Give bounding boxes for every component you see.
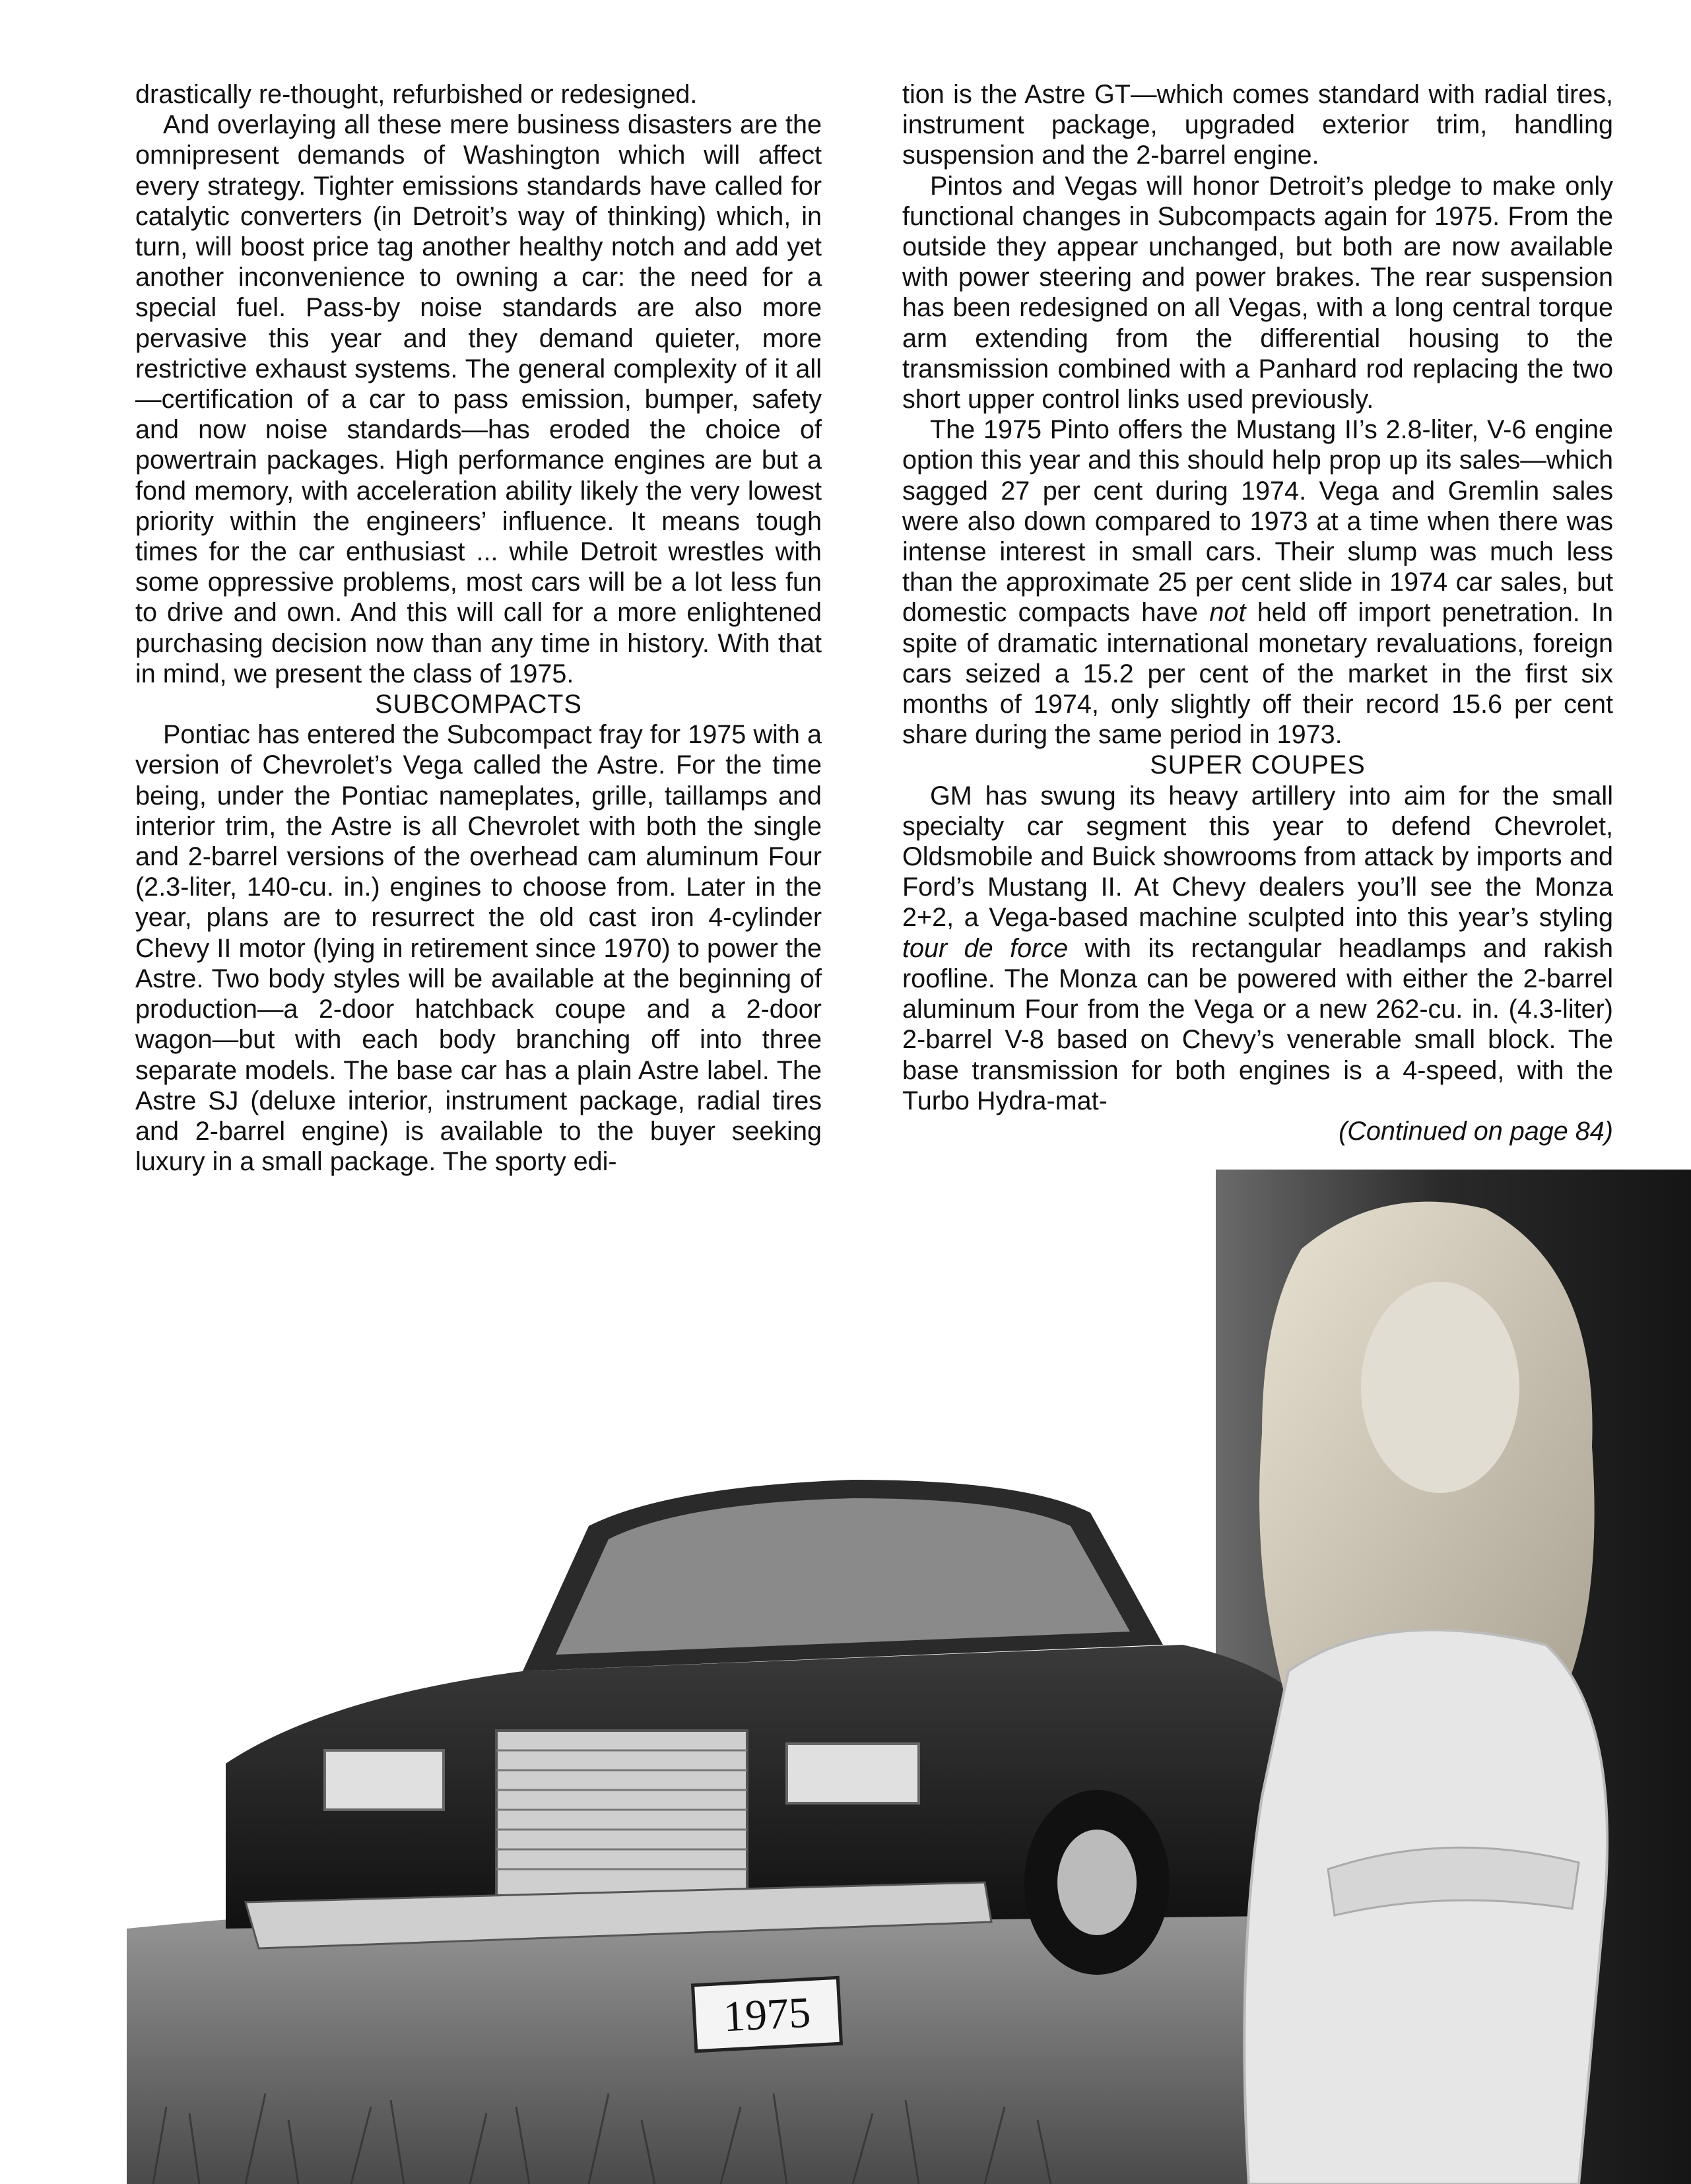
paragraph: Pintos and Vegas will honor Detroit’s pledge to make only functional changes in Subcompacts again for 1975. From the outside they appear unchanged, but both are now available with power steering and power brakes. The rear suspension has been redesigned on all Vegas, with a long central torque arm extending from the differential housing to the transmission combined with a Panhard rod replacing the two short upper control links used previously. — [902, 171, 1613, 414]
right-column — [902, 79, 1613, 1146]
paragraph: And overlaying all these mere business disasters are the omnipresent demands of Washington which will affect every strategy. Tighter emissions standards have called for catalytic converters (in Detroit’s way of thinking) which, in turn, will boost price tag another healthy notch and add yet another inconvenience to owning a car: the need for a special fuel. Pass-by noise standards are also more pervasive this year and they demand quieter, more restrictive exhaust systems. The general complexity of it all—certification of a car to pass emission, bumper, safety and now noise standards—has eroded the choice of powertrain packages. High performance engines are but a fond memory, with acceleration ability likely the very lowest priority within the engineers’ influence. It means tough times for the car enthusiast ... while Detroit wrestles with some oppressive problems, most cars will be a lot less fun to drive and own. And this will call for a more enlightened purchasing decision now than any time in history. With that in mind, we present the class of 1975. — [135, 110, 822, 688]
text-run: with its rectangular headlamps and rakish roofline. The Monza can be powered with either the 2-barrel aluminum Four from the Vega or a new 262-cu. in. (4.3-liter) 2-barrel V-8 based on Chevy’s venerable small block. The base transmission for both engines is a 4-speed, with the Turbo Hydra-mat- — [902, 933, 1613, 1115]
photo-illustration — [127, 1170, 1691, 2184]
text-run: held off import penetration. In spite of dramatic international monetary revaluations, foreign cars seized a 15.2 per cent of the market in the first six months of 1974, only slightly off their record 15.6 per cent share during the same period in 1973. — [902, 598, 1613, 750]
car-headlight-right — [787, 1744, 919, 1803]
section-heading-super-coupes: SUPER COUPES — [1150, 750, 1366, 780]
woman-model — [1244, 1202, 1607, 2184]
model-face — [1361, 1282, 1519, 1493]
paragraph: tion is the Astre GT—which comes standard with radial tires, instrument package, upgraded exterior trim, handling suspension and the 2-barrel engine. — [902, 80, 1613, 170]
car-grille — [496, 1731, 747, 1896]
italic-text: tour de force — [902, 933, 1069, 963]
car-hubcap — [1057, 1830, 1137, 1935]
car-and-model-photo — [127, 1170, 1691, 2184]
continued-note: (Continued on page 84) — [1339, 1116, 1613, 1146]
italic-text: not — [1209, 598, 1246, 628]
paragraph: Pontiac has entered the Subcompact fray for 1975 with a version of Chevrolet’s Vega called the Astre. For the time being, under the Pontiac nameplates, grille, taillamps and interior trim, the Astre is all Chevrolet with both the single and 2-barrel versions of the overhead cam aluminum Four (2.3-liter, 140-cu. in.) engines to choose from. Later in the year, plans are to resurrect the old cast iron 4-cylinder Chevy II motor (lying in retirement since 1970) to power the Astre. Two body styles will be available at the beginning of production—a 2-door hatchback coupe and a 2-door wagon—but with each body branching off into three separate models. The base car has a plain Astre label. The Astre SJ (deluxe interior, instrument package, radial tires and 2-barrel engine) is available to the buyer seeking luxury in a small package. The sporty edi- — [135, 720, 822, 1177]
text-run: The 1975 Pinto offers the Mustang II’s 2.8-liter, V-6 engine option this year and this should help prop up its sales—which sagged 27 per cent during 1974. Vega and Gremlin sales were also down compared to 1973 at a time when there was intense interest in small cars. Their slump was much less than the approximate 25 per cent slide in 1974 car sales, but domestic compacts have — [902, 415, 1613, 628]
text-run: GM has swung its heavy artillery into aim for the small specialty car segment this year to defend Chevrolet, Oldsmobile and Buick showrooms from attack by imports and Ford’s Mustang II. At Chevy dealers you’ll see the Monza 2+2, a Vega-based machine sculpted into this year’s styling — [902, 781, 1613, 933]
left-column — [135, 79, 822, 1177]
license-plate — [693, 1977, 842, 2051]
paragraph: drastically re-thought, refurbished or redesigned. — [135, 80, 698, 109]
license-plate-text: 1975 — [722, 1988, 812, 2041]
car-headlight-left — [325, 1750, 444, 1810]
section-heading-subcompacts: SUBCOMPACTS — [375, 690, 582, 719]
paragraph — [902, 781, 1613, 1116]
paragraph — [902, 414, 1613, 750]
